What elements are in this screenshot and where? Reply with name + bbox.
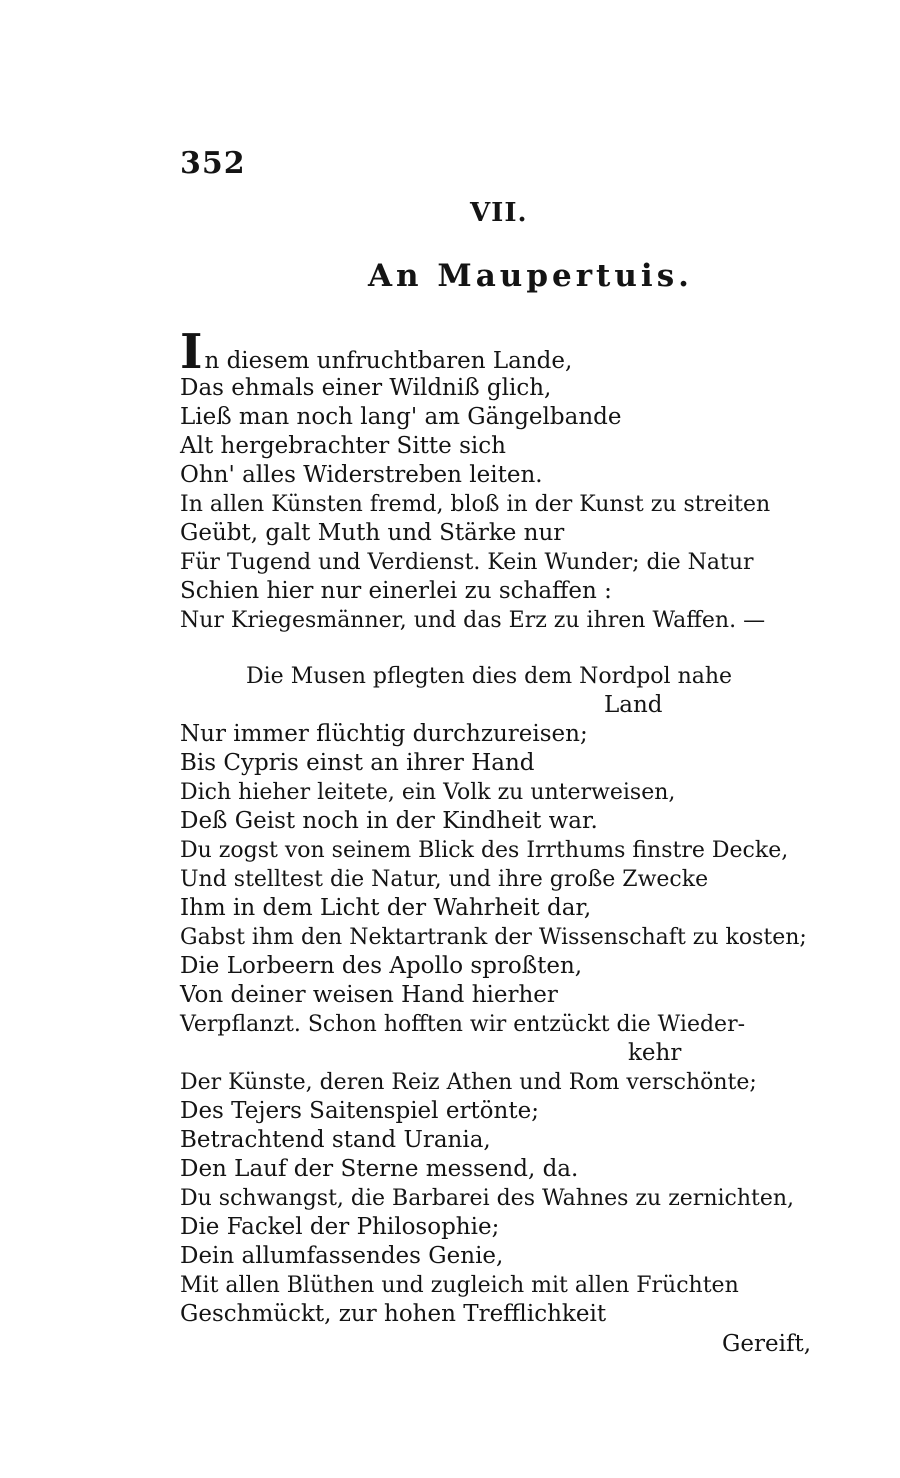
poem-line: Du zogst von seinem Blick des Irrthums finstre Decke,	[180, 838, 789, 863]
poem-line: Deß Geist noch in der Kindheit war.	[180, 808, 598, 834]
catchword: Gereift,	[722, 1331, 812, 1357]
poem-line: Die Lorbeern des Apollo sproßten,	[180, 953, 583, 979]
section-number: VII.	[470, 198, 528, 228]
poem-line: Das ehmals einer Wildniß glich,	[180, 375, 552, 401]
poem-line: Nur Kriegesmänner, und das Erz zu ihren Waffen. —	[180, 608, 766, 633]
poem-line: Bis Cypris einst an ihrer Hand	[180, 750, 535, 776]
poem-line: Ihm in dem Licht der Wahrheit dar,	[180, 895, 592, 921]
poem-line: Ließ man noch lang' am Gängelbande	[180, 404, 622, 430]
poem-line: Ohn' alles Widerstreben leiten.	[180, 462, 543, 488]
poem-line-continuation: kehr	[628, 1040, 682, 1066]
poem-line-continuation: Land	[604, 692, 663, 718]
poem-line: Gabst ihm den Nektartrank der Wissenschaft zu kosten;	[180, 925, 807, 950]
poem-line: Nur immer flüchtig durchzureisen;	[180, 721, 588, 747]
poem-line: Dich hieher leitete, ein Volk zu unterweisen,	[180, 780, 676, 805]
poem-line: Des Tejers Saitenspiel ertönte;	[180, 1098, 539, 1124]
poem-line: Von deiner weisen Hand hierher	[180, 982, 558, 1008]
poem-line: Den Lauf der Sterne messend, da.	[180, 1156, 579, 1182]
poem-line: Mit allen Blüthen und zugleich mit allen Früchten	[180, 1273, 739, 1298]
poem-line: Die Musen pflegten dies dem Nordpol nahe	[246, 664, 733, 689]
poem-line: Dein allumfassendes Genie,	[180, 1243, 504, 1269]
poem-line: Schien hier nur einerlei zu schaffen :	[180, 578, 612, 604]
poem-line: Und stelltest die Natur, und ihre große Zwecke	[180, 867, 709, 892]
page-number: 352	[180, 146, 246, 181]
poem-title: An Maupertuis.	[368, 258, 693, 294]
poem-line: Alt hergebrachter Sitte sich	[180, 433, 506, 459]
poem-line: Verpflanzt. Schon hofften wir entzückt die Wieder-	[180, 1012, 746, 1037]
poem-line: Die Fackel der Philosophie;	[180, 1214, 500, 1240]
drop-initial: I	[180, 324, 203, 380]
poem-line: Betrachtend stand Urania,	[180, 1127, 491, 1153]
poem-line: Du schwangst, die Barbarei des Wahnes zu zernichten,	[180, 1186, 795, 1211]
poem-line: In allen Künsten fremd, bloß in der Kunst zu streiten	[180, 492, 771, 517]
poem-line: Geschmückt, zur hohen Trefflichkeit	[180, 1301, 607, 1327]
poem-line: Der Künste, deren Reiz Athen und Rom verschönte;	[180, 1070, 757, 1095]
poem-line: Für Tugend und Verdienst. Kein Wunder; die Natur	[180, 550, 754, 575]
poem-line: Geübt, galt Muth und Stärke nur	[180, 520, 565, 546]
poem-line: In diesem unfruchtbaren Lande,	[180, 324, 573, 380]
